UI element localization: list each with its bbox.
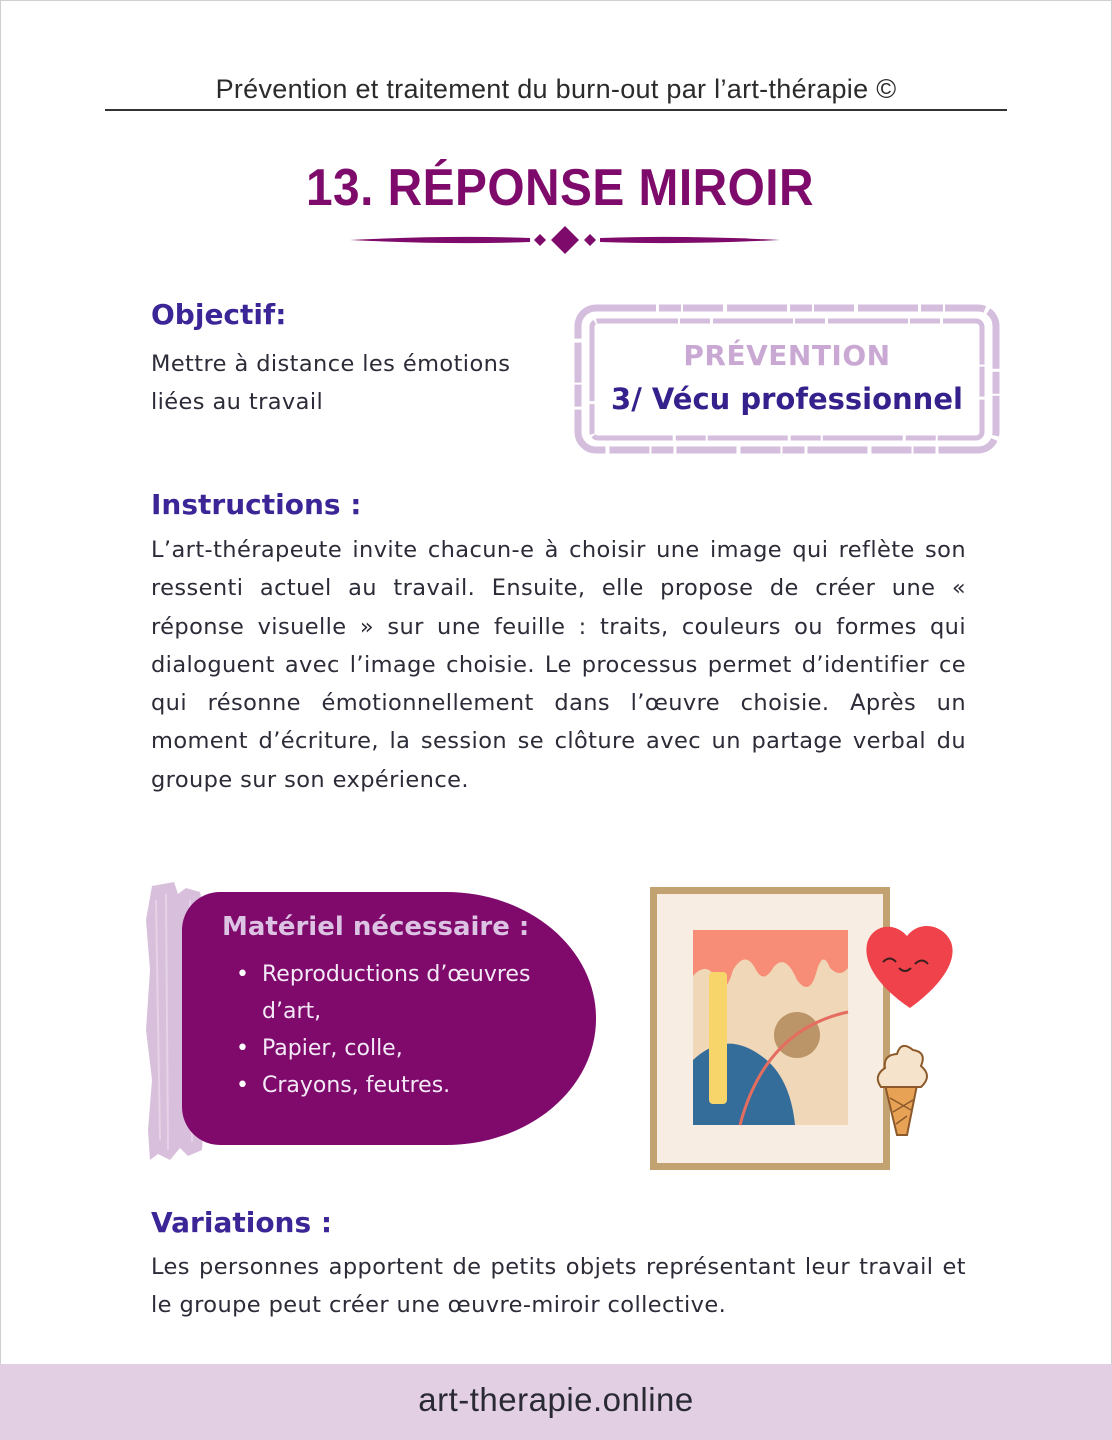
category-stamp — [574, 302, 1000, 454]
page-title: 13. RÉPONSE MIROIR — [305, 159, 815, 217]
materials-panel — [140, 880, 600, 1165]
materials-item-reproductions: • Reproductions d’œuvres d’art, — [222, 956, 542, 1030]
title-ornament-divider — [350, 224, 780, 256]
materials-item-pencils: • Crayons, feutres. — [222, 1067, 542, 1104]
variations-heading: Variations : — [151, 1206, 333, 1239]
instructions-text: L’art-thérapeute invite chacun-e à choisir une image qui reflète son ressenti actuel au travail. Ensuite, elle propose de créer une « réponse visuelle » sur une feuille : traits, couleurs ou formes qui dialoguent avec l’image choisie. Le processus permet d’identifier ce qui résonne émotionnellement dans l’œuvre choisie. Après un moment d’écriture, la session se clôture avec un partage verbal du groupe sur son expérience. — [151, 537, 966, 793]
framed-artwork-illustration — [645, 880, 965, 1180]
variations-text: Les personnes apportent de petits objets représentant leur travail et le groupe peut créer une œuvre-miroir collective. — [151, 1254, 966, 1319]
stamp-subcategory: 3/ Vécu professionnel — [611, 382, 963, 416]
objective-heading: Objectif: — [151, 298, 287, 331]
objective-text — [151, 345, 571, 422]
materials-item-paper: • Papier, colle, — [222, 1030, 542, 1067]
stamp-frame — [574, 302, 1000, 454]
footer-bar — [0, 1364, 1112, 1440]
materials-heading: Matériel nécessaire : — [222, 912, 530, 942]
materials-list — [222, 956, 542, 1104]
header-divider — [105, 109, 1007, 111]
objective-line-1: Mettre à distance les émotions — [151, 351, 511, 377]
objective-line-2: liées au travail — [151, 389, 324, 416]
instructions-heading: Instructions : — [151, 488, 362, 521]
document-header-title: Prévention et traitement du burn-out par l’art-thérapie © — [215, 74, 897, 104]
stamp-category-label: PRÉVENTION — [683, 339, 891, 372]
footer-website: art-therapie.online — [418, 1381, 694, 1418]
